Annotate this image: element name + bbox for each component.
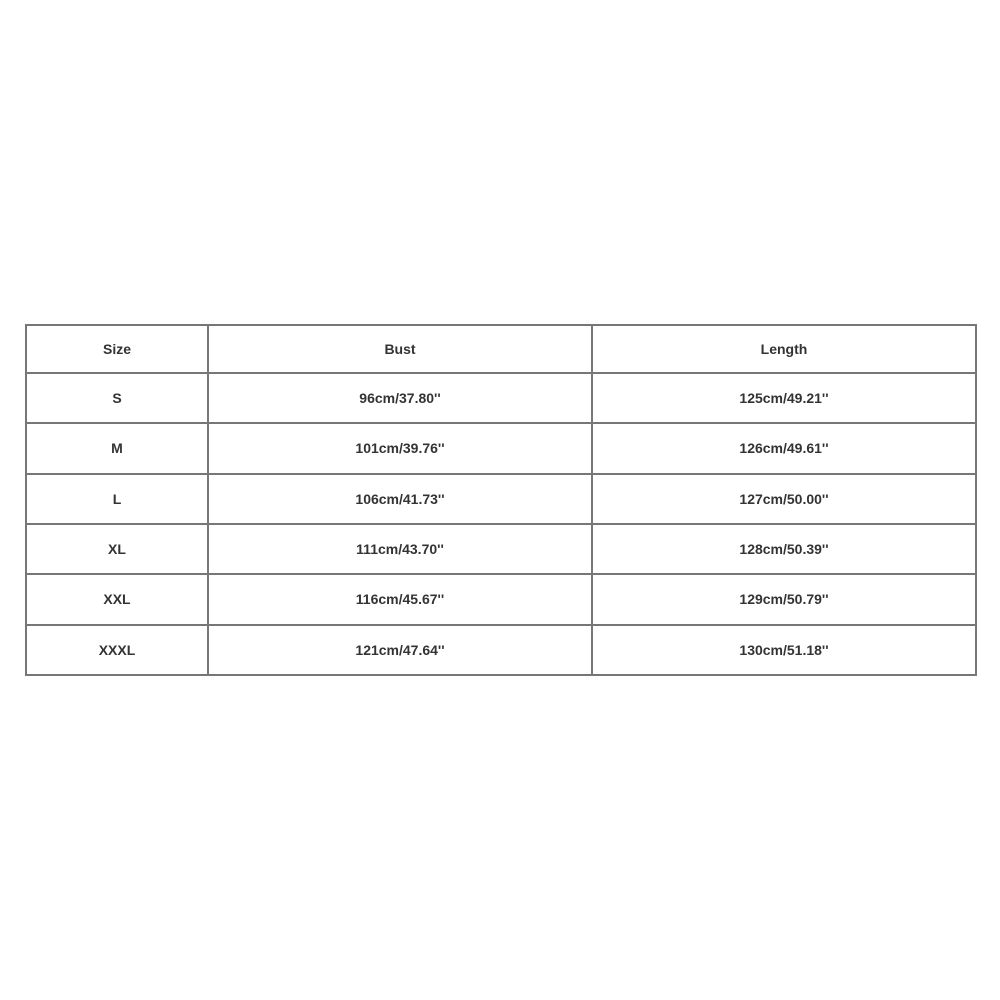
table-header-row — [26, 325, 976, 373]
cell-length: 129cm/50.79'' — [592, 574, 976, 624]
cell-length: 125cm/49.21'' — [592, 373, 976, 423]
cell-size: XXL — [26, 574, 208, 624]
cell-bust: 116cm/45.67'' — [208, 574, 592, 624]
table-row — [26, 574, 976, 624]
cell-size: XL — [26, 524, 208, 574]
cell-length: 126cm/49.61'' — [592, 423, 976, 473]
cell-bust: 96cm/37.80'' — [208, 373, 592, 423]
size-chart-table — [25, 324, 977, 676]
table-row — [26, 524, 976, 574]
cell-bust: 101cm/39.76'' — [208, 423, 592, 473]
table-row — [26, 373, 976, 423]
cell-length: 130cm/51.18'' — [592, 625, 976, 675]
table-row — [26, 625, 976, 675]
cell-length: 127cm/50.00'' — [592, 474, 976, 524]
cell-length: 128cm/50.39'' — [592, 524, 976, 574]
header-size: Size — [26, 325, 208, 373]
cell-size: M — [26, 423, 208, 473]
table-row — [26, 423, 976, 473]
header-length: Length — [592, 325, 976, 373]
table-row — [26, 474, 976, 524]
header-bust: Bust — [208, 325, 592, 373]
cell-bust: 121cm/47.64'' — [208, 625, 592, 675]
cell-size: XXXL — [26, 625, 208, 675]
cell-size: L — [26, 474, 208, 524]
cell-size: S — [26, 373, 208, 423]
cell-bust: 106cm/41.73'' — [208, 474, 592, 524]
cell-bust: 111cm/43.70'' — [208, 524, 592, 574]
